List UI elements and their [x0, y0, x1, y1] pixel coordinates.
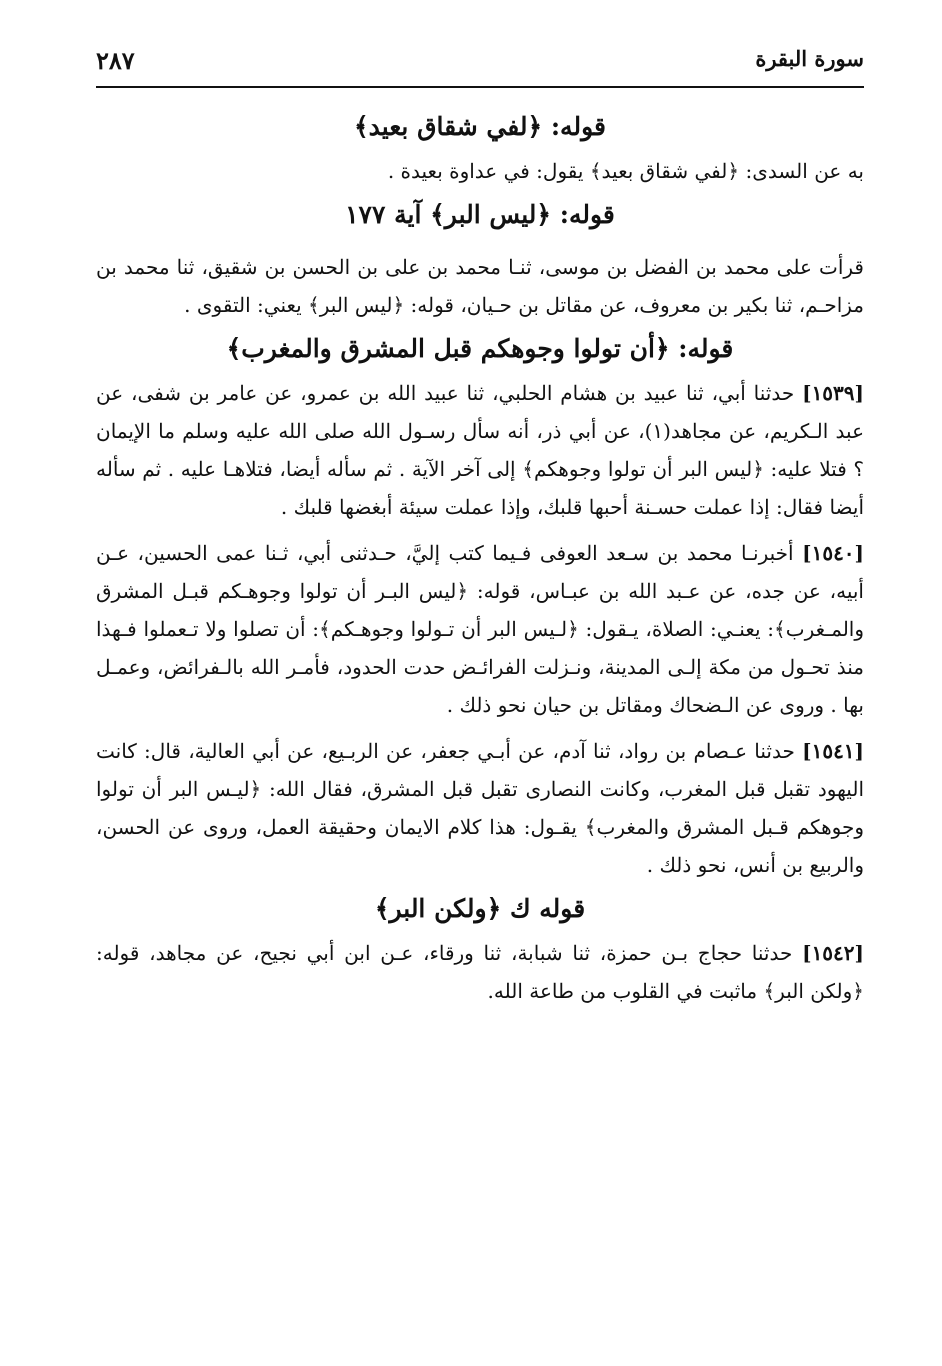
paragraph-text: أخبرنـا محمد بن سـعد العوفى فـيما كتب إليَّ، حـدثنى أبي، ثـنا عمى الحسين، عـن أبيه، عن جده، عن عـبد الله بن عبـاس، قوله: ﴿ليس البـر أن تولوا وجوهـكم قبـل المشرق والمـغرب﴾: يعنـي: الصلاة، يـقول: ﴿لـيس البر أن تـولوا وجوهـكم﴾: أن تصلوا ولا تـعملوا فـهذا منذ تحـول من مكة إلـى المدينة، ونـزلت الفرائـض حدت الحدود، فأمـر الله بالـفرائض، وعمـل بها . وروى عن الـضحاك ومقاتل بن حيان نحو ذلك .	[96, 541, 864, 717]
paragraph	[96, 534, 864, 724]
surah-title: سورة البقرة	[755, 46, 864, 71]
running-header	[96, 40, 864, 88]
hadith-number: [١٥٣٩]	[802, 381, 864, 405]
paragraph-text: به عن السدى: ﴿لفي شقاق بعيد﴾ يقول: في عداوة بعيدة .	[387, 159, 864, 183]
paragraph-text: قرأت على محمد بن الفضل بن موسى، ثنـا محمد بن على بن الحسن بن شقيق، ثنا محمد بن مزاحـم، ثنا بكير بن معروف، عن مقاتل بن حـيان، قوله: ﴿ليس البر﴾ يعني: التقوى .	[96, 255, 864, 317]
hadith-number: [١٥٤٢]	[802, 941, 864, 965]
paragraph-text: حدثنا أبي، ثنا عبيد بن هشام الحلبي، ثنا عبيد الله بن عمرو، عن عامر بن شفى، عن عبد الـكريم، عن مجاهد(١)، عن أبي ذر، أنه سأل رسـول الله صلى الله عليه وسلم ما الإيمان ؟ فتلا عليه: ﴿ليس البر أن تولوا وجوهكم﴾ إلى آخر الآية . ثم سأله أيضا، فتلاهـا عليه . ثم سأله أيضا فقال: إذا عملت حسـنة أحبها قلبك، وإذا عملت سيئة أبغضها قلبك .	[96, 381, 865, 519]
paragraph-text: حدثنا عـصام بن رواد، ثنا آدم، عن أبـي جعفر، عن الربـيع، عن أبي العالية، قال: كانت اليهود تقبل قبل المغرب، وكانت النصارى تقبل قبل المشرق، فقال الله: ﴿ليـس البر أن تولوا وجوهكم قـبل المشرق والمغرب﴾ يقـول: هذا كلام الايمان وحقيقة العمل، وروى عن الحسن، والربيع بن أنس، نحو ذلك .	[96, 739, 864, 877]
hadith-number: [١٥٤٠]	[802, 541, 865, 565]
paragraph	[96, 248, 864, 324]
page	[96, 40, 864, 1010]
paragraph-text: حدثنا حجاج بـن حمزة، ثنا شبابة، ثنا ورقاء، عـن ابن أبي نجيح، عن مجاهد، قوله: ﴿ولكن البر﴾ ماثبت في القلوب من طاعة الله.	[96, 941, 864, 1003]
paragraph	[96, 732, 864, 884]
paragraph	[96, 374, 864, 526]
section-heading: قوله: ﴿أن تولوا وجوهكم قبل المشرق والمغرب﴾	[226, 334, 734, 363]
hadith-number: [١٥٤١]	[802, 739, 865, 763]
section-heading: قوله: ﴿ليس البر﴾ آية ١٧٧	[345, 200, 615, 229]
section-heading: قوله ك ﴿ولكن البر﴾	[374, 894, 586, 923]
paragraph	[96, 934, 864, 1010]
section-heading: قوله: ﴿لفي شقاق بعيد﴾	[354, 112, 606, 141]
page-number: ٢٨٧	[96, 46, 135, 75]
paragraph	[96, 152, 864, 190]
